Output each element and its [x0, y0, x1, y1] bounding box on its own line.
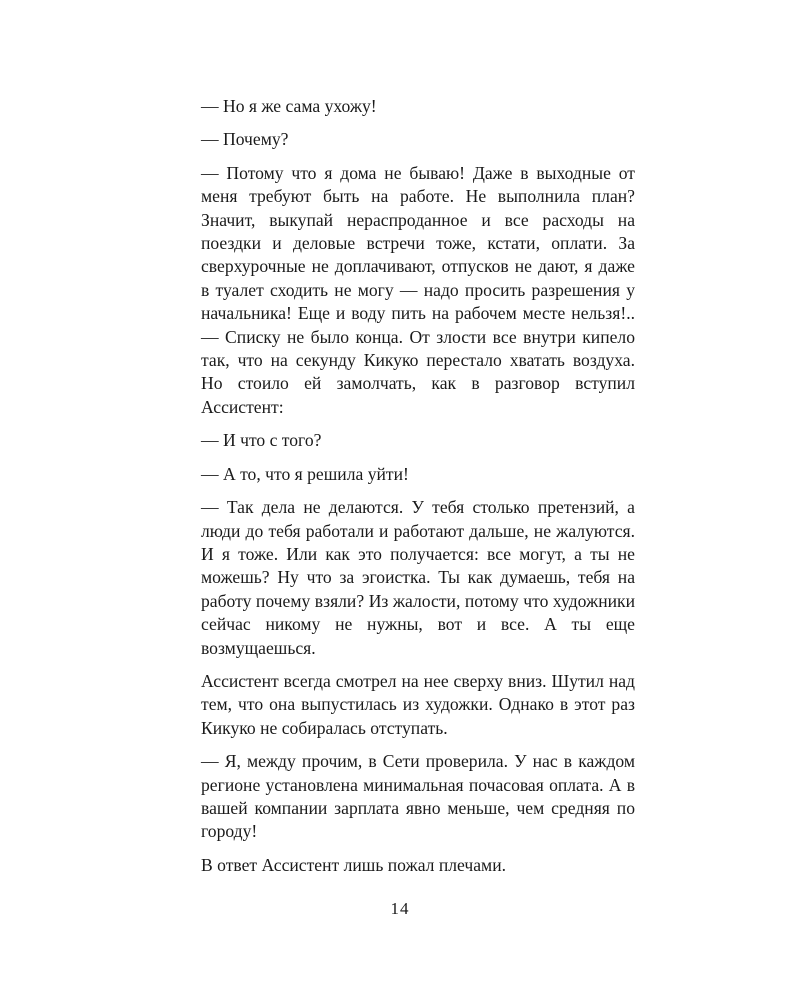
paragraph-8: — Я, между прочим, в Сети проверила. У нас в каждом регионе установлена минимальная почасовая оплата. А в вашей компании зарплата явно меньше, чем средняя по городу!	[201, 751, 635, 842]
paragraph-5: — А то, что я решила уйти!	[201, 463, 409, 484]
page-text	[201, 95, 635, 887]
paragraph-2: — Почему?	[201, 129, 289, 150]
paragraph-9: В ответ Ассистент лишь пожал плечами.	[201, 854, 507, 875]
paragraph-7: Ассистент всегда смотрел на нее сверху вниз. Шутил над тем, что она выпустилась из художки. Однако в этот раз Кикуко не собиралась отступать.	[201, 670, 635, 738]
paragraph-1: — Но я же сама ухожу!	[201, 96, 377, 116]
page-number: 14	[390, 899, 410, 918]
paragraph-6: — Так дела не делаются. У тебя столько претензий, а люди до тебя работали и работают дальше, не жалуются. И я тоже. Или как это получается: все могут, а ты не можешь? Ну что за эгоистка. Ты как думаешь, тебя на работу почему взяли? Из жалости, потому что художники сейчас никому не нужны, вот и все. А ты еще возмущаешься.	[201, 497, 635, 658]
paragraph-3: — Потому что я дома не бываю! Даже в выходные от меня требуют быть на работе. Не выполнила план? Значит, выкупай нераспроданное и все расходы на поездки и деловые встречи тоже, кстати, оплати. За сверхурочные не доплачивают, отпусков не дают, я даже в туалет сходить не могу — надо просить разрешения у начальника! Еще и воду пить на рабочем месте нельзя!.. — Списку не было конца. От злости все внутри кипело так, что на секунду Кикуко перестало хватать воздуха. Но стоило ей замолчать, как в разговор вступил Ассистент:	[201, 162, 635, 417]
paragraph-4: — И что с того?	[201, 430, 322, 451]
